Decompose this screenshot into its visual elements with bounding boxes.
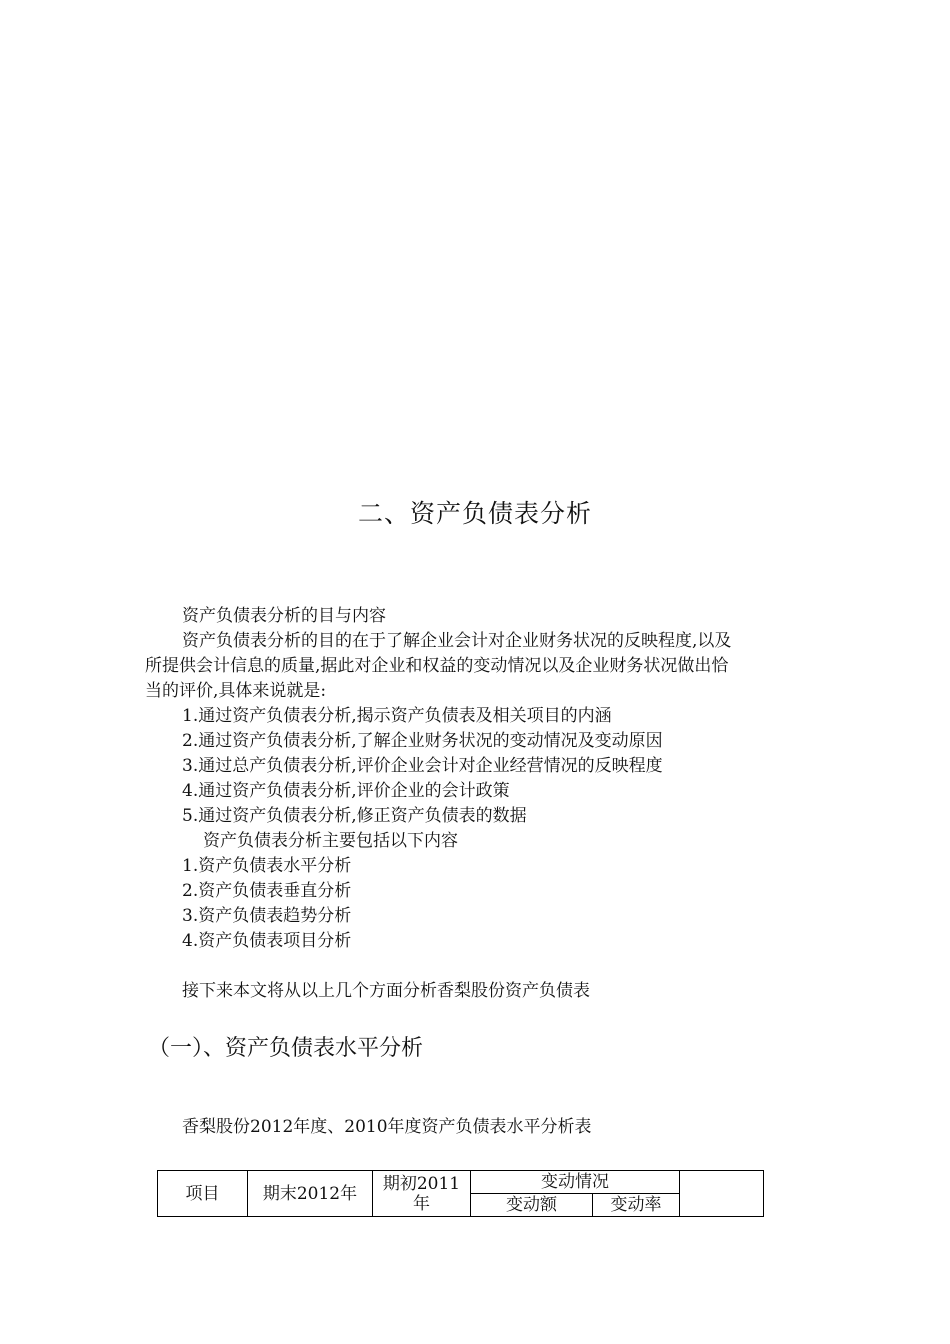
intro-para-line-2: 所提供会计信息的质量,据此对企业和权益的变动情况以及企业财务状况做出恰 [145, 656, 729, 676]
purpose-item-4: 4.通过资产负债表分析,评价企业的会计政策 [182, 781, 510, 801]
purpose-item-2: 2.通过资产负债表分析,了解企业财务状况的变动情况及变动原因 [182, 731, 663, 751]
header-item: 项目 [158, 1171, 248, 1217]
page-title: 二、资产负债表分析 [357, 499, 592, 528]
header-period-begin-line1: 期初2011 [382, 1173, 461, 1194]
intro-para-line-1: 资产负债表分析的目的在于了解企业会计对企业财务状况的反映程度,以及 [182, 631, 732, 651]
intro-heading: 资产负债表分析的目与内容 [182, 606, 386, 626]
content-item-2: 2.资产负债表垂直分析 [182, 881, 352, 901]
section-heading: （一）、资产负债表水平分析 [148, 1036, 424, 1061]
content-item-4: 4.资产负债表项目分析 [182, 931, 352, 951]
header-period-begin-line2: 年 [413, 1193, 430, 1214]
intro-para-line-3: 当的评价,具体来说就是: [145, 681, 327, 701]
header-period-end: 期末2012年 [248, 1171, 373, 1217]
content-item-1: 1.资产负债表水平分析 [182, 856, 352, 876]
content-heading: 资产负债表分析主要包括以下内容 [203, 831, 458, 851]
header-period-begin [373, 1171, 471, 1217]
purpose-item-1: 1.通过资产负债表分析,揭示资产负债表及相关项目的内涵 [182, 706, 612, 726]
content-item-3: 3.资产负债表趋势分析 [182, 906, 352, 926]
horizontal-analysis-table [157, 1170, 764, 1217]
purpose-item-5: 5.通过资产负债表分析,修正资产负债表的数据 [182, 806, 527, 826]
header-change: 变动情况 [471, 1171, 680, 1194]
header-change-rate: 变动率 [593, 1194, 680, 1217]
header-blank [680, 1171, 764, 1217]
header-change-amount: 变动额 [471, 1194, 593, 1217]
purpose-item-3: 3.通过总产负债表分析,评价企业会计对企业经营情况的反映程度 [182, 756, 663, 776]
transition-text: 接下来本文将从以上几个方面分析香梨股份资产负债表 [182, 981, 590, 1001]
table-caption: 香梨股份2012年度、2010年度资产负债表水平分析表 [182, 1117, 592, 1137]
